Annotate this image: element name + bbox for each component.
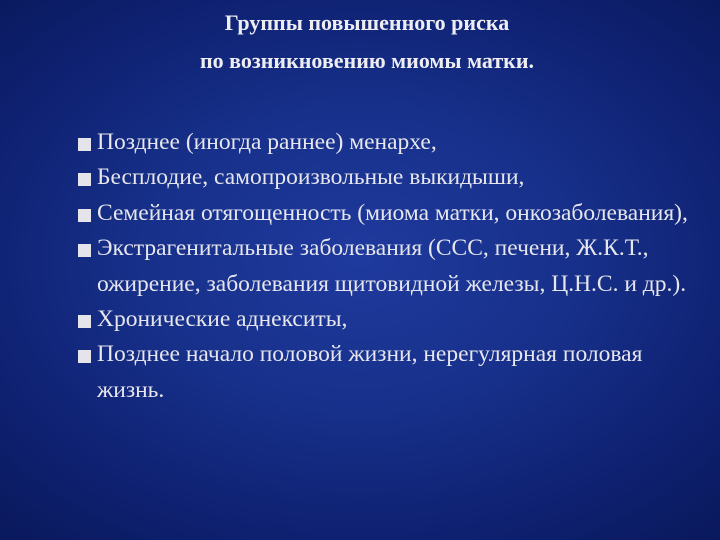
list-item-text: Бесплодие, самопроизвольные выкидыши, [97, 164, 525, 191]
square-bullet-icon [78, 138, 91, 151]
slide-title-line: по возникновению миомы матки. [199, 48, 535, 73]
list-item [77, 231, 707, 302]
square-bullet-icon [78, 173, 91, 186]
list-item-text: Позднее начало половой жизни, нерегулярная половая жизнь. [97, 341, 643, 403]
list-item [77, 302, 707, 337]
list-item [77, 160, 707, 195]
list-item [77, 125, 707, 160]
square-bullet-icon [78, 244, 91, 257]
list-item-text: Позднее (иногда раннее) менархе, [97, 129, 437, 155]
square-bullet-icon [78, 315, 91, 328]
list-item-text: Хронические аднекситы, [97, 306, 348, 333]
risk-factor-list [77, 125, 707, 408]
list-item-text: Семейная отягощенность (миома матки, онкозаболевания), [97, 199, 688, 226]
list-item-text: Экстрагенитальные заболевания (ССС, печени, Ж.К.Т., ожирение, заболевания щитовидной железы, Ц.Н.С. и др.). [97, 235, 687, 297]
square-bullet-icon [78, 350, 91, 363]
slide-title-line: Группы повышенного риска [224, 10, 510, 35]
slide-title [0, 4, 720, 80]
list-item [77, 337, 707, 408]
list-item [77, 196, 707, 231]
square-bullet-icon [78, 209, 91, 222]
